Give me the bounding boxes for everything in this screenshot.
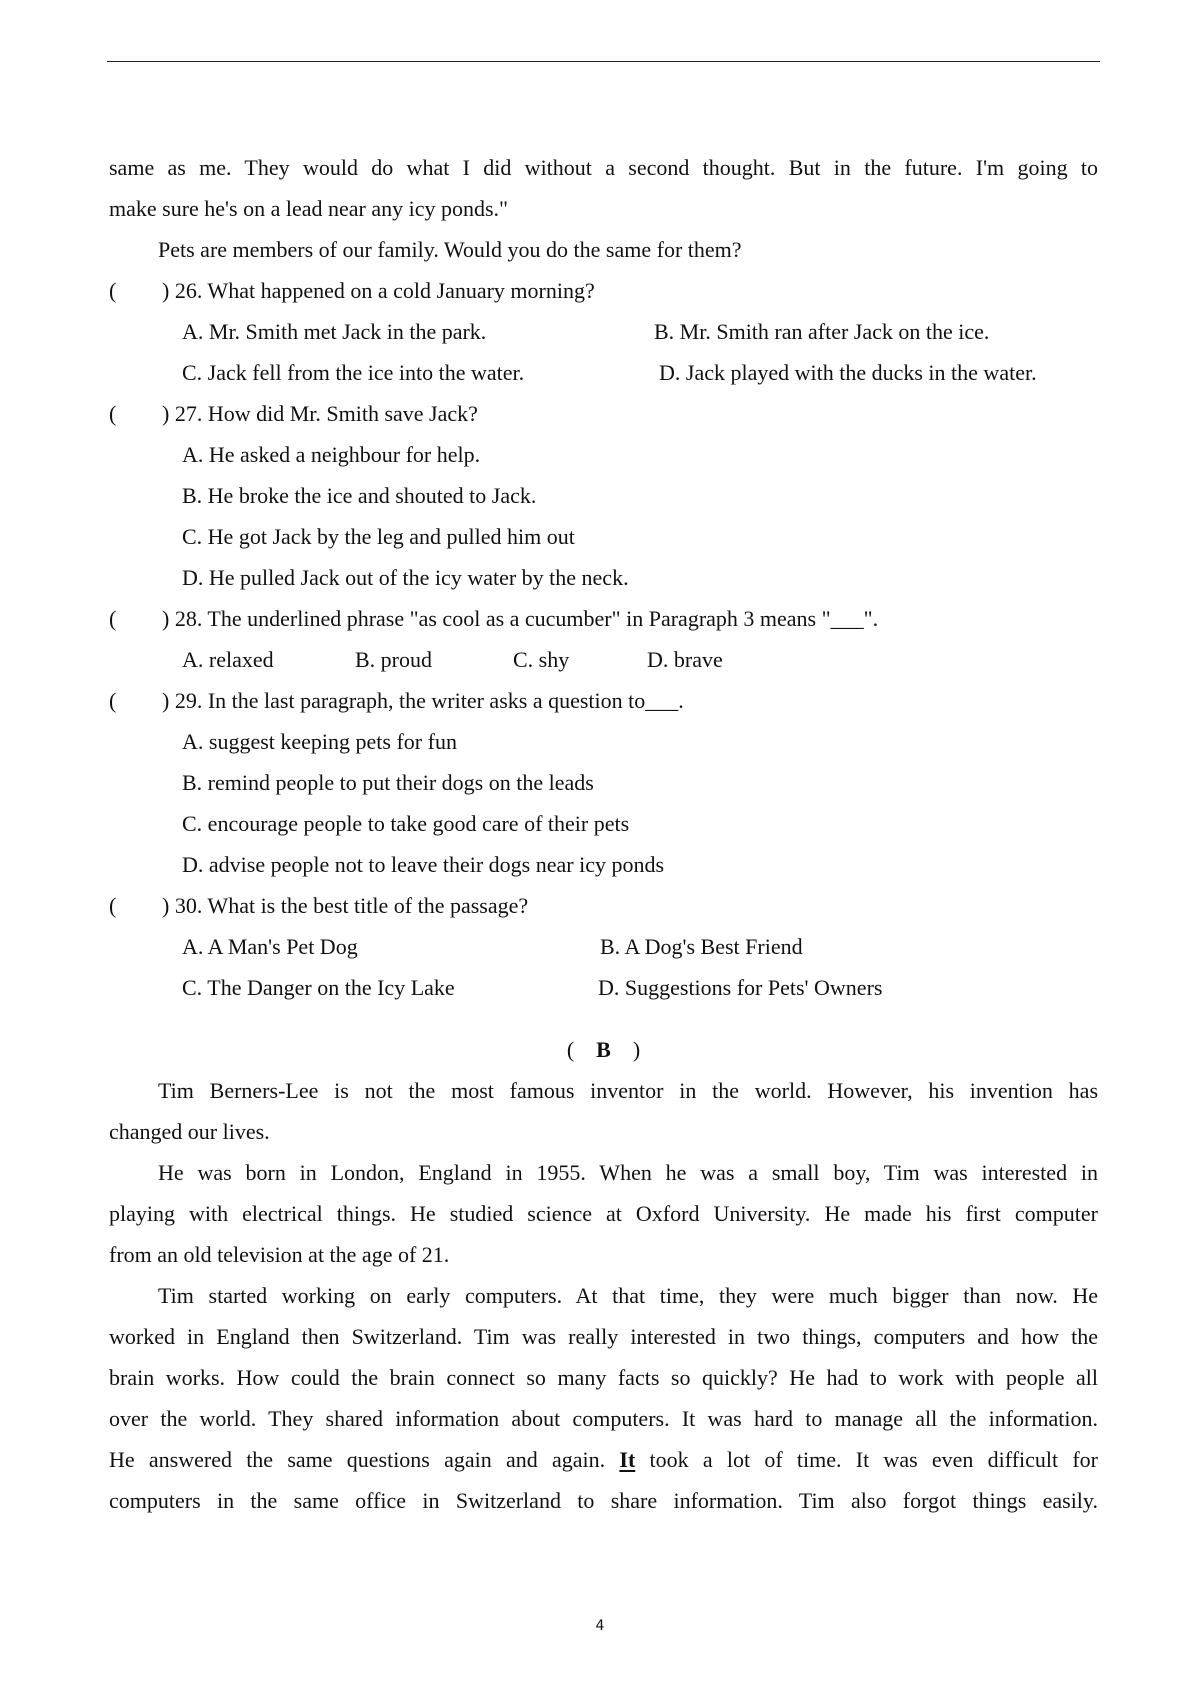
option-d: D. Jack played with the ducks in the water.	[659, 360, 1037, 385]
option-d: D. advise people not to leave their dogs near icy ponds	[182, 852, 665, 877]
options-row	[109, 311, 1098, 352]
option-b: B. A Dog's Best Friend	[600, 934, 803, 959]
passage-line: Tim started working on early computers. At that time, they were much bigger than now. He	[158, 1283, 1098, 1308]
question-29	[109, 680, 1098, 721]
passage-text: He answered the same questions again and again.	[109, 1447, 606, 1472]
passage-line: Tim Berners-Lee is not the most famous inventor in the world. However, his invention has	[158, 1078, 1098, 1103]
passage-line: changed our lives.	[109, 1119, 270, 1144]
question-stem: ) 27. How did Mr. Smith save Jack?	[162, 401, 478, 426]
header-rule	[107, 61, 1100, 62]
question-28	[109, 598, 1098, 639]
question-26	[109, 270, 1098, 311]
passage-text: took a lot of time. It was even difficult for	[649, 1447, 1099, 1472]
section-heading	[109, 1029, 1098, 1070]
passage-line: brain works. How could the brain connect so many facts so quickly? He had to work with people all	[109, 1365, 1098, 1390]
option-c: C. He got Jack by the leg and pulled him out	[182, 524, 575, 549]
passage-line: from an old television at the age of 21.	[109, 1242, 450, 1267]
question-27	[109, 393, 1098, 434]
option-a: A. A Man's Pet Dog	[182, 934, 358, 959]
passage-line: same as me. They would do what I did without a second thought. But in the future. I'm going to	[109, 155, 1098, 180]
question-stem: ) 29. In the last paragraph, the writer asks a question to___.	[162, 688, 684, 713]
option-a: A. He asked a neighbour for help.	[182, 442, 481, 467]
options-row	[109, 352, 1098, 393]
options-row	[109, 639, 1098, 680]
option-d: D. Suggestions for Pets' Owners	[598, 975, 883, 1000]
passage-line: computers in the same office in Switzerland to share information. Tim also forgot things easily.	[109, 1488, 1098, 1513]
option-a: A. suggest keeping pets for fun	[182, 729, 457, 754]
answer-blank[interactable]: (	[109, 688, 117, 713]
section-letter: B	[596, 1037, 611, 1062]
option-a: A. Mr. Smith met Jack in the park.	[182, 319, 487, 344]
passage-closing: Pets are members of our family. Would you do the same for them?	[158, 237, 742, 262]
option-b: B. He broke the ice and shouted to Jack.	[182, 483, 537, 508]
passage-line: playing with electrical things. He studied science at Oxford University. He made his first computer	[109, 1201, 1098, 1226]
options-row	[109, 926, 1098, 967]
option-d: D. brave	[647, 647, 723, 672]
answer-blank[interactable]: (	[109, 401, 117, 426]
passage-line: He was born in London, England in 1955. When he was a small boy, Tim was interested in	[158, 1160, 1098, 1185]
question-stem: ) 30. What is the best title of the passage?	[162, 893, 529, 918]
question-stem: ) 26. What happened on a cold January morning?	[162, 278, 595, 303]
page-number: 4	[595, 1618, 605, 1634]
section-paren-open: (	[566, 1037, 575, 1062]
option-c: C. encourage people to take good care of their pets	[182, 811, 630, 836]
option-c: C. Jack fell from the ice into the water.	[182, 360, 525, 385]
option-c: C. The Danger on the Icy Lake	[182, 975, 455, 1000]
underlined-word: It	[619, 1447, 636, 1472]
section-paren-close: )	[632, 1037, 641, 1062]
answer-blank[interactable]: (	[109, 893, 117, 918]
option-b: B. remind people to put their dogs on the leads	[182, 770, 594, 795]
passage-line-with-underline	[109, 1439, 1098, 1480]
answer-blank[interactable]: (	[109, 278, 117, 303]
option-b: B. Mr. Smith ran after Jack on the ice.	[654, 319, 990, 344]
passage-line: over the world. They shared information about computers. It was hard to manage all the information.	[109, 1406, 1098, 1431]
option-b: B. proud	[355, 647, 432, 672]
option-d: D. He pulled Jack out of the icy water by the neck.	[182, 565, 629, 590]
answer-blank[interactable]: (	[109, 606, 117, 631]
options-row	[109, 967, 1098, 1008]
page-content	[109, 147, 1098, 1521]
option-a: A. relaxed	[182, 647, 274, 672]
passage-line: make sure he's on a lead near any icy ponds."	[109, 196, 509, 221]
passage-line: worked in England then Switzerland. Tim was really interested in two things, computers and how the	[109, 1324, 1098, 1349]
question-30	[109, 885, 1098, 926]
question-stem: ) 28. The underlined phrase "as cool as a cucumber" in Paragraph 3 means "___".	[162, 606, 879, 631]
option-c: C. shy	[513, 647, 570, 672]
